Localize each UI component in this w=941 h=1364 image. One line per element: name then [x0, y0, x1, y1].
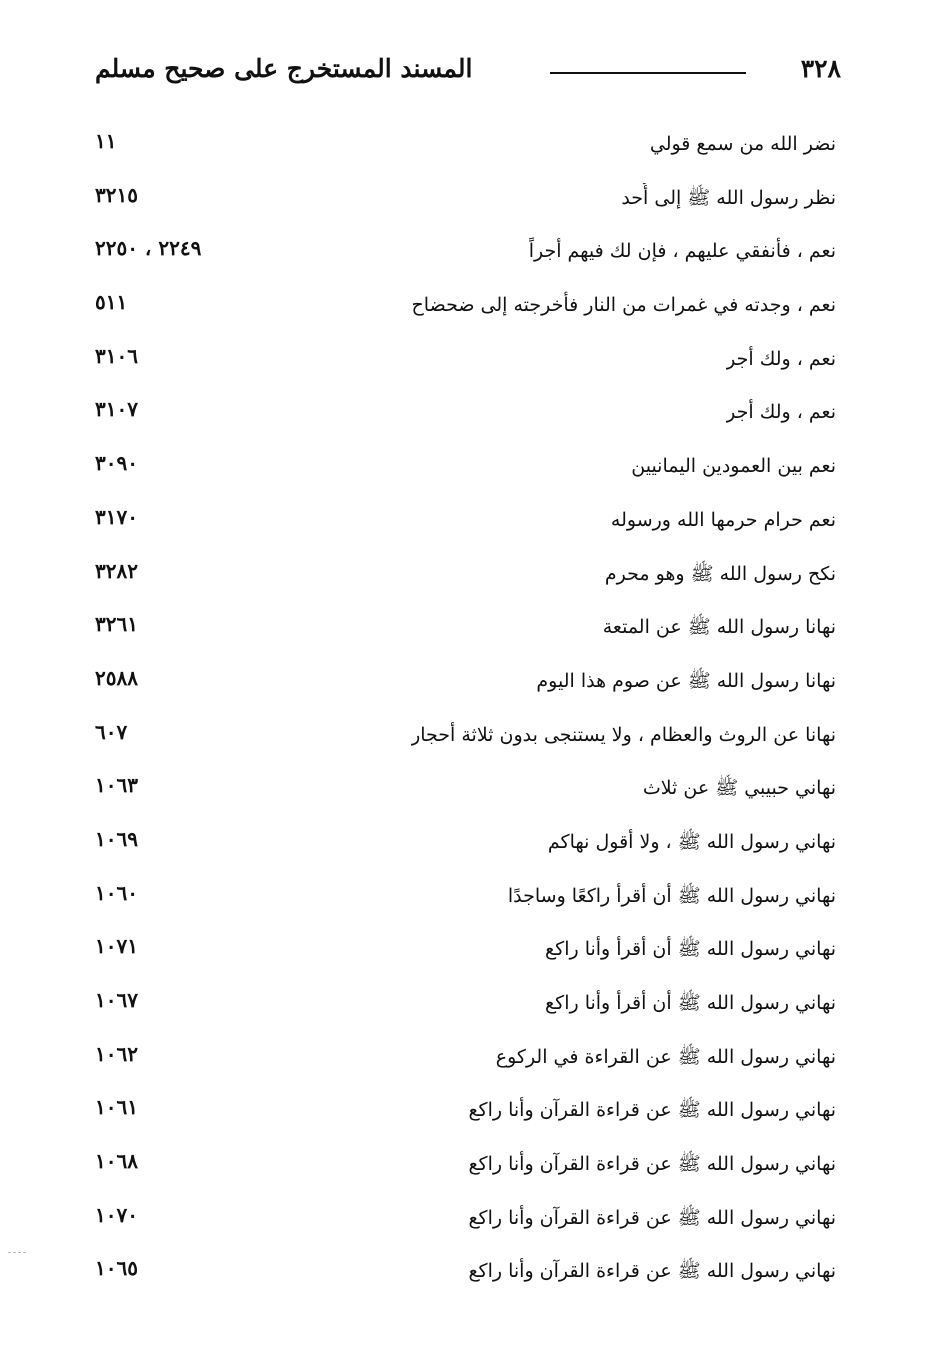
header-rule [550, 72, 746, 74]
entry-phrase: نهاني رسول الله ﷺ عن قراءة القرآن وأنا راكع [468, 1099, 836, 1122]
entry-phrase: نعم ، ولك أجر [726, 401, 836, 424]
index-entry [95, 1031, 836, 1085]
index-entry [95, 1084, 836, 1138]
entry-refs: ١٠٦٥ [95, 1256, 138, 1281]
index-entry [95, 977, 836, 1031]
entry-refs: ٣١٠٦ [95, 343, 138, 368]
entry-refs: ٣٢٨٢ [95, 558, 138, 583]
index-entry [95, 923, 836, 977]
scan-mark [8, 1252, 26, 1253]
index-entry [95, 118, 836, 172]
index-entry [95, 762, 836, 816]
entry-phrase: نهاني رسول الله ﷺ أن أقرأ راكعًا وساجدًا [507, 884, 836, 907]
index-entry [95, 709, 836, 763]
entry-refs: ٣٠٩٠ [95, 451, 138, 476]
index-list [95, 118, 836, 1299]
entry-phrase: نهاني حبيبي ﷺ عن ثلاث [642, 777, 836, 800]
index-entry [95, 655, 836, 709]
page-header [95, 50, 841, 96]
entry-phrase: نعم ، ولك أجر [726, 347, 836, 370]
book-title: المسند المستخرج على صحيح مسلم [95, 54, 473, 83]
entry-refs: ٥١١ [95, 290, 128, 315]
entry-phrase: نهاني رسول الله ﷺ ، ولا أقول نهاكم [547, 830, 836, 853]
entry-phrase: نهاني رسول الله ﷺ عن قراءة القرآن وأنا راكع [468, 1206, 836, 1229]
entry-refs: ١٠٦٠ [95, 880, 138, 905]
entry-phrase: نهانا رسول الله ﷺ عن صوم هذا اليوم [536, 669, 836, 692]
index-entry [95, 1192, 836, 1246]
entry-refs: ٣٢٦١ [95, 612, 138, 637]
index-entry [95, 1245, 836, 1299]
entry-refs: ٣١٠٧ [95, 397, 138, 422]
entry-phrase: نهاني رسول الله ﷺ عن قراءة القرآن وأنا راكع [468, 1153, 836, 1176]
entry-refs: ١٠٦٣ [95, 773, 138, 798]
entry-phrase: نعم ، فأنفقي عليهم ، فإن لك فيهم أجراً [528, 240, 836, 263]
entry-refs: ١٠٦٧ [95, 988, 138, 1012]
index-entry [95, 333, 836, 387]
index-entry [95, 548, 836, 602]
page-number: ٣٢٨ [800, 54, 841, 83]
index-entry [95, 816, 836, 870]
index-entry [95, 601, 836, 655]
entry-phrase: نعم بين العمودين اليمانيين [631, 455, 836, 478]
entry-refs: ١٠٦١ [95, 1095, 138, 1120]
entry-phrase: نضر الله من سمع قولي [649, 133, 836, 155]
entry-refs: ٣١٧٠ [95, 504, 138, 529]
index-entry [95, 279, 836, 333]
entry-phrase: نكح رسول الله ﷺ وهو محرم [604, 562, 836, 585]
entry-refs: ١٠٧٠ [95, 1202, 138, 1227]
entry-phrase: نهاني رسول الله ﷺ أن أقرأ وأنا راكع [545, 992, 836, 1014]
entry-phrase: نظر رسول الله ﷺ إلى أُحد [621, 186, 836, 209]
entry-refs: ٣٢١٥ [95, 182, 138, 207]
index-entry [95, 172, 836, 226]
entry-phrase: نعم حرام حرمها الله ورسوله [610, 508, 836, 531]
entry-refs: ١٠٧١ [95, 934, 138, 959]
entry-refs: ٦٠٧ [95, 719, 128, 744]
entry-phrase: نهاني رسول الله ﷺ عن قراءة القرآن وأنا راكع [468, 1260, 836, 1283]
entry-refs: ١٠٦٢ [95, 1041, 138, 1066]
index-entry [95, 1138, 836, 1192]
entry-refs: ١٠٦٨ [95, 1149, 138, 1174]
entry-phrase: نعم ، وجدته في غمرات من النار فأخرجته إلى ضحضاح [411, 294, 836, 317]
entry-phrase: نهانا رسول الله ﷺ عن المتعة [602, 616, 836, 639]
index-entry [95, 440, 836, 494]
index-entry [95, 870, 836, 924]
entry-phrase: نهاني رسول الله ﷺ عن القراءة في الركوع [495, 1045, 836, 1068]
index-entry [95, 225, 836, 279]
entry-refs: ١٠٦٩ [95, 826, 138, 851]
entry-phrase: نهانا عن الروث والعظام ، ولا يستنجى بدون ثلاثة أحجار [411, 723, 836, 746]
index-entry [95, 494, 836, 548]
entry-refs: ٢٥٨٨ [95, 665, 138, 690]
index-entry [95, 386, 836, 440]
entry-refs: ١١ [95, 129, 117, 153]
entry-refs: ٢٢٤٩ ، ٢٢٥٠ [95, 236, 202, 261]
entry-phrase: نهاني رسول الله ﷺ أن أقرأ وأنا راكع [545, 938, 836, 961]
